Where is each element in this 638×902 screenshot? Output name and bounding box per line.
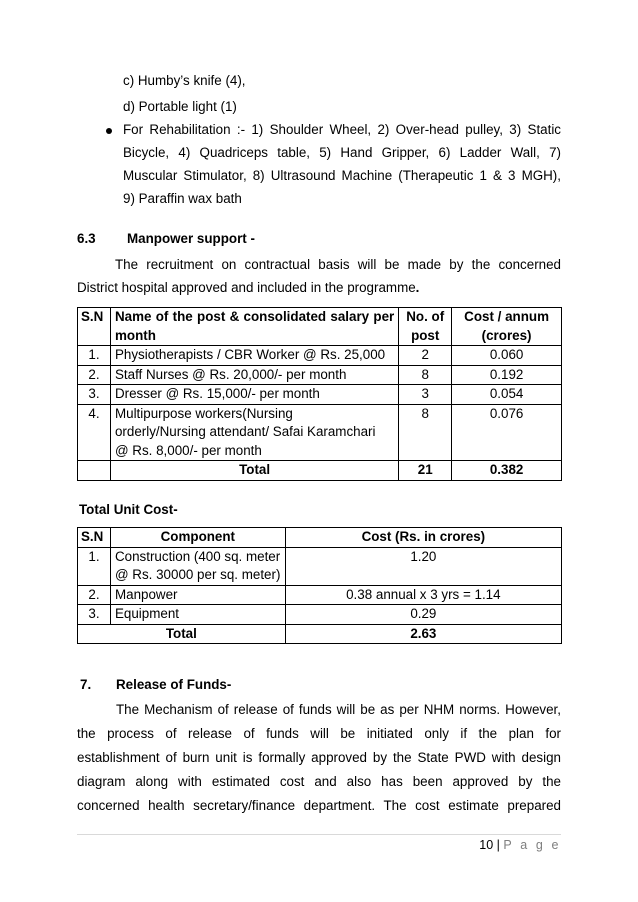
table-row	[78, 404, 562, 461]
paragraph-period: .	[415, 280, 420, 295]
bullet-icon	[106, 128, 112, 134]
cell-component: Equipment	[110, 605, 285, 625]
unit-cost-heading: Total Unit Cost-	[79, 502, 178, 517]
cell-text: Multipurpose workers(Nursing	[114, 405, 293, 421]
cell-cost: 0.38 annual x 3 yrs = 1.14	[285, 585, 561, 605]
header-text: post	[411, 327, 440, 343]
paragraph-line: The recruitment on contractual basis will be made by the concerned	[115, 257, 561, 272]
table-row	[78, 585, 562, 605]
cell-text: Construction (400 sq. meter	[114, 548, 281, 564]
list-item-c: c) Humby’s knife (4),	[123, 73, 246, 88]
total-label: Total	[110, 461, 398, 481]
footer-divider	[77, 834, 561, 835]
cell-sn: 3.	[78, 385, 111, 405]
rehab-line-4: 9) Paraffin wax bath	[123, 191, 242, 206]
table-row	[78, 365, 562, 385]
header-cost	[452, 308, 562, 346]
cell-cost: 0.29	[285, 605, 561, 625]
header-text: No. of	[406, 309, 445, 324]
cell-text: @ Rs. 30000 per sq. meter)	[114, 567, 281, 582]
total-label: Total	[78, 624, 286, 644]
rehab-line-3: Muscular Stimulator, 8) Ultrasound Machine (Therapeutic 1 & 3 MGH),	[123, 168, 561, 183]
cell-post-name: Staff Nurses @ Rs. 20,000/- per month	[110, 365, 398, 385]
cell-post-name: Physiotherapists / CBR Worker @ Rs. 25,000	[110, 346, 398, 366]
rehab-line-2: Bicycle, 4) Quadriceps table, 5) Hand Gripper, 6) Ladder Wall, 7)	[123, 145, 561, 160]
cell-sn: 4.	[78, 404, 111, 461]
list-item-d: d) Portable light (1)	[123, 99, 237, 114]
header-cost: Cost (Rs. in crores)	[285, 528, 561, 548]
total-cost: 2.63	[285, 624, 561, 644]
cell-cost: 0.054	[452, 385, 562, 405]
cell-sn: 2.	[78, 365, 111, 385]
cell-cost: 0.076	[452, 404, 562, 461]
table-total-row	[78, 461, 562, 481]
header-text: Name of the post & consolidated salary per	[114, 309, 395, 324]
section-title: Release of Funds-	[116, 677, 232, 692]
cell-post-name	[110, 404, 398, 461]
table-row	[78, 547, 562, 585]
table-header-row	[78, 308, 562, 346]
table-row	[78, 605, 562, 625]
paragraph-line: The Mechanism of release of funds will be as per NHM norms. However,	[116, 702, 561, 717]
paragraph-line: diagram along with estimated cost and also has been approved by the	[77, 774, 561, 789]
paragraph-line: establishment of burn unit is formally approved by the State PWD with design	[77, 750, 561, 765]
header-sn: S.N	[78, 528, 111, 548]
cell-text: @ Rs. 8,000/- per month	[114, 442, 262, 458]
page-number: 10	[479, 838, 494, 852]
cell-cost: 0.060	[452, 346, 562, 366]
paragraph-line: the process of release of funds will be initiated only if the plan for	[77, 726, 561, 741]
section-number: 6.3	[77, 231, 96, 246]
header-text: Cost / annum	[464, 309, 549, 324]
header-sn: S.N	[78, 308, 111, 346]
cell-text: orderly/Nursing attendant/ Safai Karamchari	[114, 424, 376, 439]
footer-separator: |	[493, 838, 504, 852]
table-row	[78, 346, 562, 366]
table-total-row	[78, 624, 562, 644]
cell-component: Manpower	[110, 585, 285, 605]
unit-cost-table	[77, 527, 562, 644]
cell-empty	[78, 461, 111, 481]
table-header-row	[78, 528, 562, 548]
header-post-name	[110, 308, 398, 346]
cell-sn: 1.	[78, 547, 111, 585]
rehab-line-1: For Rehabilitation :- 1) Shoulder Wheel, 2) Over-head pulley, 3) Static	[123, 122, 561, 137]
cell-posts: 8	[399, 404, 452, 461]
total-posts: 21	[399, 461, 452, 481]
cell-posts: 3	[399, 385, 452, 405]
cell-component	[110, 547, 285, 585]
page-label: P a g e	[503, 838, 561, 852]
cell-post-name: Dresser @ Rs. 15,000/- per month	[110, 385, 398, 405]
cell-cost: 1.20	[285, 547, 561, 585]
page-footer	[479, 836, 561, 854]
header-text: month	[114, 327, 156, 343]
header-posts	[399, 308, 452, 346]
cell-sn: 2.	[78, 585, 111, 605]
cell-posts: 8	[399, 365, 452, 385]
header-component: Component	[110, 528, 285, 548]
total-cost: 0.382	[452, 461, 562, 481]
cell-sn: 1.	[78, 346, 111, 366]
header-text: (crores)	[481, 327, 532, 343]
paragraph-line: concerned health secretary/finance department. The cost estimate prepared	[77, 798, 561, 813]
cell-posts: 2	[399, 346, 452, 366]
cell-cost: 0.192	[452, 365, 562, 385]
section-title: Manpower support -	[127, 231, 255, 246]
paragraph-text: District hospital approved and included in the programme	[77, 280, 416, 295]
table-row	[78, 385, 562, 405]
paragraph-line	[77, 278, 419, 297]
cell-sn: 3.	[78, 605, 111, 625]
section-number: 7.	[80, 677, 92, 692]
manpower-table	[77, 307, 562, 481]
